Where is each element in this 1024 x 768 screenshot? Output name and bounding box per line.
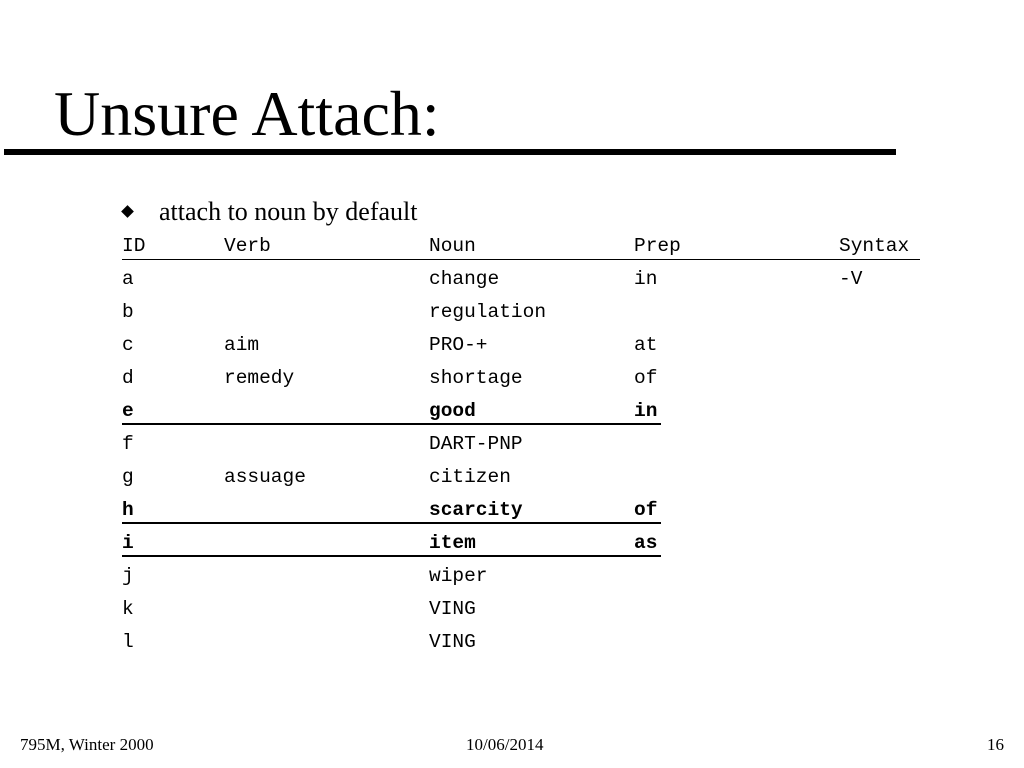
cell-id: d bbox=[122, 367, 134, 389]
row-underline bbox=[122, 423, 661, 425]
cell-prep: as bbox=[634, 532, 658, 554]
header-verb: Verb bbox=[224, 235, 271, 257]
cell-prep: at bbox=[634, 334, 658, 356]
table-row bbox=[122, 560, 922, 593]
cell-id: a bbox=[122, 268, 134, 290]
cell-noun: wiper bbox=[429, 565, 488, 587]
cell-verb: remedy bbox=[224, 367, 295, 389]
cell-prep: in bbox=[634, 400, 658, 422]
cell-noun: DART-PNP bbox=[429, 433, 523, 455]
table-row bbox=[122, 593, 922, 626]
cell-noun: item bbox=[429, 532, 476, 554]
table-row bbox=[122, 395, 922, 428]
cell-prep: of bbox=[634, 367, 658, 389]
table-header-row bbox=[122, 230, 922, 263]
cell-noun: shortage bbox=[429, 367, 523, 389]
cell-id: j bbox=[122, 565, 134, 587]
bullet-text: attach to noun by default bbox=[159, 197, 418, 226]
cell-id: h bbox=[122, 499, 134, 521]
footer-page-number: 16 bbox=[987, 735, 1004, 754]
table-row bbox=[122, 626, 922, 659]
row-underline bbox=[122, 555, 661, 557]
cell-id: g bbox=[122, 466, 134, 488]
cell-noun: regulation bbox=[429, 301, 547, 323]
slide-title: Unsure Attach: bbox=[54, 78, 440, 149]
table-row bbox=[122, 428, 922, 461]
table-row bbox=[122, 494, 922, 527]
table-row bbox=[122, 362, 922, 395]
table-row bbox=[122, 263, 922, 296]
cell-noun: citizen bbox=[429, 466, 511, 488]
header-prep: Prep bbox=[634, 235, 681, 257]
table-row bbox=[122, 527, 922, 560]
bullet-item bbox=[122, 196, 417, 228]
cell-id: e bbox=[122, 400, 134, 422]
cell-syntax: -V bbox=[839, 268, 863, 290]
cell-id: i bbox=[122, 532, 134, 554]
cell-verb: assuage bbox=[224, 466, 306, 488]
cell-noun: VING bbox=[429, 631, 476, 653]
footer-course: 795M, Winter 2000 bbox=[20, 735, 154, 754]
table-row bbox=[122, 296, 922, 329]
cell-id: f bbox=[122, 433, 134, 455]
row-underline bbox=[122, 522, 661, 524]
attachment-table bbox=[122, 230, 922, 659]
cell-noun: VING bbox=[429, 598, 476, 620]
header-id: ID bbox=[122, 235, 146, 257]
header-syntax: Syntax bbox=[839, 235, 910, 257]
cell-verb: aim bbox=[224, 334, 260, 356]
cell-id: c bbox=[122, 334, 134, 356]
header-noun: Noun bbox=[429, 235, 476, 257]
cell-prep: in bbox=[634, 268, 658, 290]
table-row bbox=[122, 461, 922, 494]
diamond-bullet-icon bbox=[122, 206, 134, 218]
header-underline bbox=[122, 259, 920, 260]
cell-id: k bbox=[122, 598, 134, 620]
cell-id: b bbox=[122, 301, 134, 323]
cell-prep: of bbox=[634, 499, 658, 521]
cell-noun: PRO-+ bbox=[429, 334, 488, 356]
cell-noun: scarcity bbox=[429, 499, 523, 521]
cell-noun: change bbox=[429, 268, 500, 290]
title-underline bbox=[4, 149, 896, 155]
cell-id: l bbox=[122, 631, 134, 653]
cell-noun: good bbox=[429, 400, 476, 422]
table-row bbox=[122, 329, 922, 362]
footer-date: 10/06/2014 bbox=[466, 735, 544, 754]
